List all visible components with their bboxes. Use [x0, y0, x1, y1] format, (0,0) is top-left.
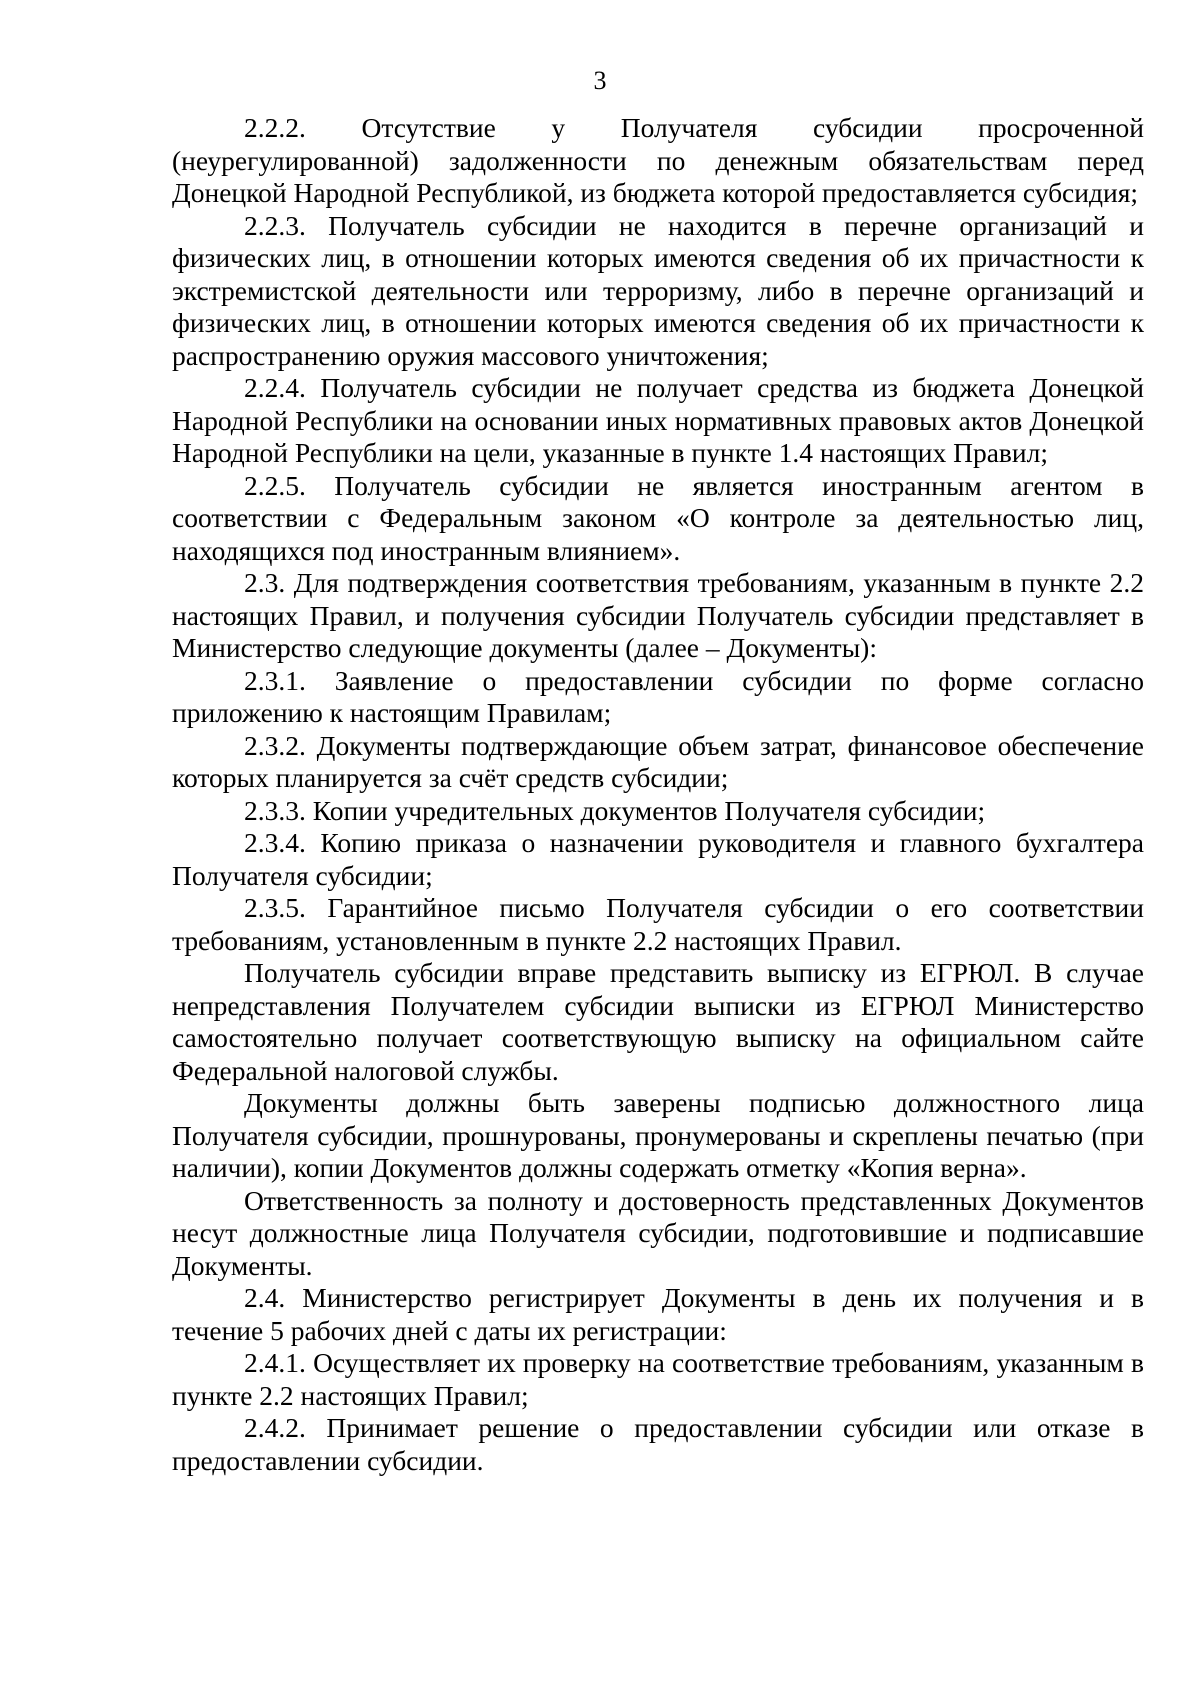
paragraph-egrul-extract: Получатель субсидии вправе представить выписку из ЕГРЮЛ. В случае непредставления Получателем субсидии выписки из ЕГРЮЛ Министерство самостоятельно получает соответствующую выписку на официальном сайте Федеральной налоговой службы. — [172, 957, 1144, 1086]
paragraph-2-3-2: 2.3.2. Документы подтверждающие объем затрат, финансовое обеспечение которых планируется за счёт средств субсидии; — [172, 729, 1144, 793]
paragraph-2-3-5: 2.3.5. Гарантийное письмо Получателя субсидии о его соответствии требованиям, установленным в пункте 2.2 настоящих Правил. — [172, 892, 1144, 956]
paragraph-documents-certification: Документы должны быть заверены подписью должностного лица Получателя субсидии, прошнурованы, пронумерованы и скреплены печатью (при наличии), копии Документов должны содержать отметку «Копия верна». — [172, 1087, 1144, 1183]
paragraph-2-3-3: 2.3.3. Копии учредительных документов Получателя субсидии; — [244, 794, 986, 826]
page-number: 3 — [593, 66, 607, 95]
paragraph-2-2-4: 2.2.4. Получатель субсидии не получает средства из бюджета Донецкой Народной Республики на основании иных нормативных правовых актов Донецкой Народной Республики на цели, указанные в пункте 1.4 настоящих Правил; — [172, 372, 1144, 468]
paragraph-2-3: 2.3. Для подтверждения соответствия требованиям, указанным в пункте 2.2 настоящих Правил, и получения субсидии Получатель субсидии представляет в Министерство следующие документы (далее – Документы): — [172, 567, 1144, 663]
paragraph-2-3-1: 2.3.1. Заявление о предоставлении субсидии по форме согласно приложению к настоящим Правилам; — [172, 664, 1144, 728]
paragraph-2-4: 2.4. Министерство регистрирует Документы в день их получения и в течение 5 рабочих дней с даты их регистрации: — [172, 1282, 1144, 1346]
paragraph-2-4-2: 2.4.2. Принимает решение о предоставлении субсидии или отказе в предоставлении субсидии. — [172, 1412, 1144, 1476]
paragraph-2-2-5: 2.2.5. Получатель субсидии не является иностранным агентом в соответствии с Федеральным законом «О контроле за деятельностью лиц, находящихся под иностранным влиянием». — [172, 469, 1144, 566]
paragraph-2-2-2: 2.2.2. Отсутствие у Получателя субсидии просроченной (неурегулированной) задолженности по денежным обязательствам перед Донецкой Народной Республикой, из бюджета которой предоставляется субсидия; — [172, 112, 1144, 208]
paragraph-2-4-1: 2.4.1. Осуществляет их проверку на соответствие требованиям, указанным в пункте 2.2 настоящих Правил; — [172, 1347, 1144, 1411]
paragraph-2-2-3: 2.2.3. Получатель субсидии не находится в перечне организаций и физических лиц, в отношении которых имеются сведения об их причастности к экстремистской деятельности или терроризму, либо в перечне организаций и физических лиц, в отношении которых имеются сведения об их причастности к распространению оружия массового уничтожения; — [172, 209, 1144, 371]
paragraph-2-3-4: 2.3.4. Копию приказа о назначении руководителя и главного бухгалтера Получателя субсидии; — [172, 827, 1144, 891]
paragraph-responsibility: Ответственность за полноту и достоверность представленных Документов несут должностные лица Получателя субсидии, подготовившие и подписавшие Документы. — [172, 1184, 1144, 1281]
document-body — [172, 112, 1144, 1477]
